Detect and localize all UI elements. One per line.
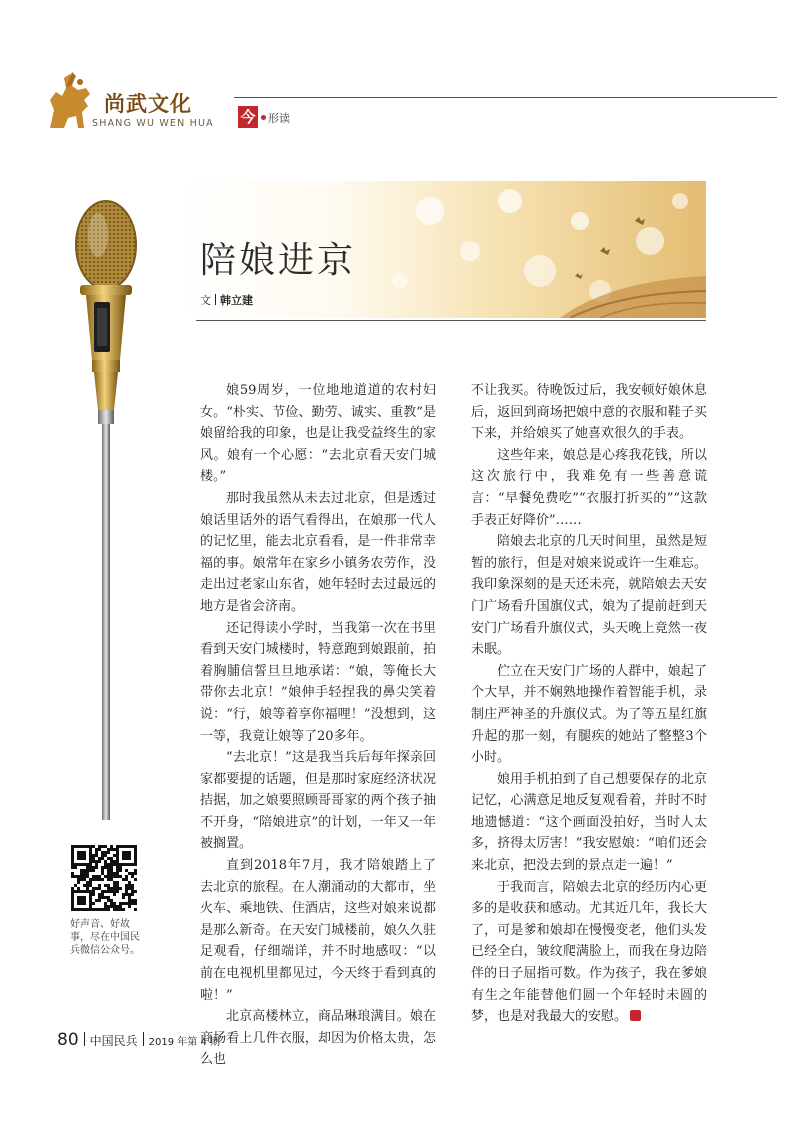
end-mark-icon bbox=[630, 1010, 641, 1021]
paragraph: 娘59周岁，一位地地道道的农村妇女。“朴实、节俭、勤劳、诚实、重教”是娘留给我的印象，也是让我受益终生的家风。娘有一个心愿：“去北京看天安门城楼。” bbox=[200, 383, 436, 485]
qr-code-icon[interactable] bbox=[71, 845, 137, 911]
author-name: 韩立建 bbox=[220, 294, 253, 307]
paragraph: 不让我买。待晚饭过后，我安顿好娘休息后，返回到商场把娘中意的衣服和鞋子买下来，并给娘买了她喜欢很久的手表。 bbox=[471, 383, 707, 442]
warhorse-logo-icon bbox=[44, 70, 94, 132]
paragraph: 直到2018年7月，我才陪娘踏上了去北京的旅程。在人潮涌动的大都市，坐火车、乘地铁、住酒店，这些对娘来说都是那么新奇。在天安门城楼前，娘久久驻足观看，仔细端详，并不时地感叹：“以前在电视机里都见过，今天终于看到真的啦！” bbox=[200, 858, 436, 1003]
paragraph: 娘用手机拍到了自己想要保存的北京记忆，心满意足地反复观看着，并时不时地遗憾道：“这个画面没拍好，当时人太多，挤得太厉害！”我安慰娘：“咱们还会来北京，把没去到的景点走一遍！” bbox=[471, 771, 707, 874]
section-label: 形读 bbox=[268, 112, 290, 125]
page-footer bbox=[57, 1030, 220, 1050]
brand-name-cn: 尚武文化 bbox=[104, 92, 192, 116]
paragraph: 伫立在天安门广场的人群中，娘起了个大早，并不娴熟地操作着智能手机，录制庄严神圣的升旗仪式。为了等五星红旗升起的那一刻，有腿疾的她站了整整3个小时。 bbox=[471, 663, 707, 766]
page-number: 80 bbox=[57, 1030, 79, 1050]
magazine-name: 中国民兵 bbox=[89, 1034, 138, 1048]
vintage-microphone-icon bbox=[68, 200, 144, 820]
section-badge: 今 bbox=[238, 106, 258, 128]
qr-caption: 好声音、好故事，尽在中国民兵微信公众号。 bbox=[70, 919, 140, 956]
byline-divider bbox=[215, 294, 216, 305]
article-column-left bbox=[200, 380, 436, 1071]
paragraph-text: 于我而言，陪娘去北京的经历内心更多的是收获和感动。尤其近几年，我长大了，可是爹和娘却在慢慢变老，他们头发已经全白，皱纹爬满脸上，而我在身边陪伴的日子屈指可数。作为孩子，我在爹娘有生之年能替他们圆一个年轻时未圆的梦，也是对我最大的安慰。 bbox=[471, 879, 707, 1025]
paragraph: 陪娘去北京的几天时间里，虽然是短暂的旅行，但是对娘来说或许一生难忘。我印象深刻的是天还未亮，就陪娘去天安门广场看升国旗仪式，娘为了提前赶到天安门广场看升旗仪式，头天晚上竟然一夜未眠。 bbox=[471, 534, 707, 658]
byline-prefix: 文 bbox=[200, 294, 211, 307]
footer-divider bbox=[84, 1032, 85, 1046]
article-title: 陪娘进京 bbox=[200, 240, 357, 281]
brand-name-en: SHANG WU WEN HUA bbox=[92, 118, 214, 129]
paragraph-final bbox=[471, 877, 707, 1028]
header-rule bbox=[234, 97, 777, 98]
footer-divider bbox=[143, 1032, 144, 1046]
paragraph: 那时我虽然从未去过北京，但是透过娘话里话外的语气看得出，在娘那一代人的记忆里，能去北京看看，是一件非常幸福的事。娘常年在家乡小镇务农劳作，没走出过老家山东省，她年轻时去过最远的地方是省会济南。 bbox=[200, 490, 436, 614]
article-column-right bbox=[471, 380, 707, 1028]
title-rule bbox=[196, 320, 706, 321]
paragraph: “去北京！”这是我当兵后每年探亲回家都要提的话题，但是那时家庭经济状况拮据，加之娘要照顾哥哥家的两个孩子抽不开身，“陪娘进京”的计划，一年又一年被搁置。 bbox=[200, 750, 436, 852]
section-dot bbox=[261, 115, 266, 120]
paragraph: 这些年来，娘总是心疼我花钱，所以这次旅行中，我难免有一些善意谎言：“早餐免费吃”“衣服打折买的”“这款手表正好降价”…… bbox=[471, 447, 707, 528]
byline bbox=[200, 292, 253, 308]
paragraph: 北京高楼林立，商品琳琅满目。娘在商场看上几件衣服，却因为价格太贵，怎么也 bbox=[200, 1009, 436, 1068]
paragraph: 还记得读小学时，当我第一次在书里看到天安门城楼时，特意跑到娘跟前，拍着胸脯信誓旦旦地承诺：“娘，等俺长大带你去北京！”娘伸手轻捏我的鼻尖笑着说：“行，娘等着享你福哩！”没想到，这一等，我竟让娘等了20多年。 bbox=[200, 620, 436, 744]
issue-info: 2019 年第 4 期 bbox=[148, 1037, 221, 1048]
